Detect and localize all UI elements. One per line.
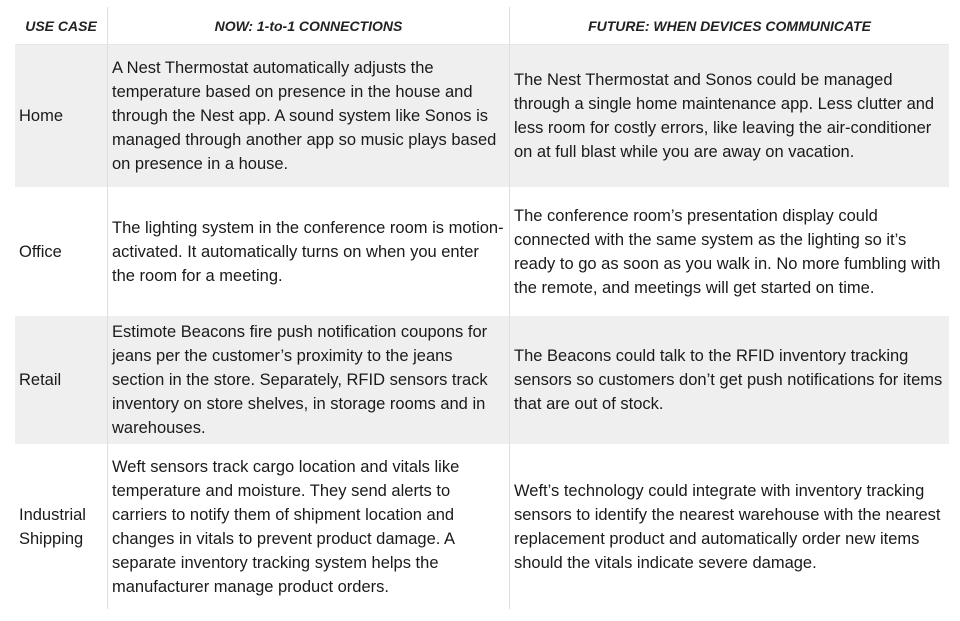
- header-now: NOW: 1-to-1 CONNECTIONS: [108, 7, 510, 44]
- use-case-label: Home: [19, 107, 64, 125]
- future-text: The conference room’s presentation display could connected with the same system as the lighting so it’s ready to go as soon as you walk in. No more fumbling with the remote, and meetings will get started on time.: [514, 206, 941, 297]
- now-cell: [108, 316, 510, 444]
- now-text: The lighting system in the conference room is motion-activated. It automatically turns on when you enter the room for a meeting.: [112, 218, 504, 285]
- future-cell: [510, 444, 949, 609]
- use-case-cell: [15, 316, 108, 444]
- use-case-cell: [15, 187, 108, 316]
- future-text: Weft’s technology could integrate with inventory tracking sensors to identify the nearest warehouse with the nearest replacement product and automatically order new items should the vitals indicate severe damage.: [514, 481, 941, 572]
- header-future: FUTURE: WHEN DEVICES COMMUNICATE: [588, 17, 871, 34]
- table-row-industrial-shipping: [15, 444, 949, 609]
- now-cell: [108, 187, 510, 316]
- use-case-label: Retail: [19, 371, 62, 389]
- now-text: Weft sensors track cargo location and vitals like temperature and moisture. They send alerts to carriers to notify them of shipment location and changes in vitals to prevent product damage. A separate inventory tracking system helps the manufacturer manage product orders.: [112, 457, 460, 596]
- table-row-home: [15, 45, 949, 187]
- now-text: A Nest Thermostat automatically adjusts the temperature based on presence in the house and through the Nest app. A sound system like Sonos is managed through another app so music plays based on presence in a house.: [112, 59, 497, 173]
- table-header-row: [15, 7, 949, 45]
- header-use-case: USE CASE: [15, 7, 108, 44]
- future-cell: [510, 45, 949, 187]
- table-row-office: [15, 187, 949, 316]
- use-case-cell: [15, 444, 108, 609]
- table-row-retail: [15, 316, 949, 444]
- future-text: The Beacons could talk to the RFID inventory tracking sensors so customers don’t get push notifications for items that are out of stock.: [514, 347, 943, 413]
- future-cell: [510, 316, 949, 444]
- now-text: Estimote Beacons fire push notification coupons for jeans per the customer’s proximity to the jeans section in the store. Separately, RFID sensors track inventory on store shelves, in storage rooms and in warehouses.: [112, 323, 488, 437]
- use-case-label: Office: [19, 242, 62, 261]
- now-cell: [108, 444, 510, 609]
- use-case-label: Industrial Shipping: [19, 505, 86, 548]
- now-cell: [108, 45, 510, 187]
- future-text: The Nest Thermostat and Sonos could be managed through a single home maintenance app. Less clutter and less room for costly errors, like leaving the air-conditioner on at full blast while you are away on vacation.: [514, 71, 935, 161]
- future-cell: [510, 187, 949, 316]
- use-case-cell: [15, 45, 108, 187]
- comparison-table: [15, 7, 949, 609]
